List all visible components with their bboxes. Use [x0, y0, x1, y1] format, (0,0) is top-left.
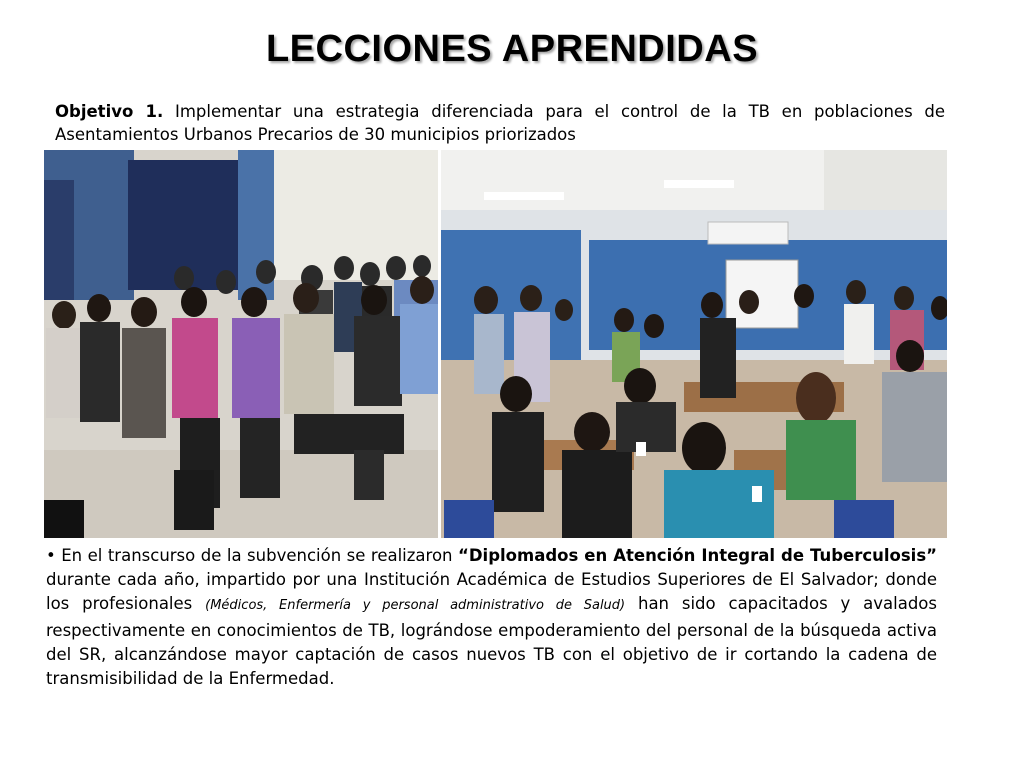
slide-title: LECCIONES APRENDIDAS: [265, 28, 759, 70]
photo-left-audience: [44, 150, 438, 538]
bullet-paragraph: [46, 544, 937, 691]
bullet-end: han sido capacitados y avalados respectivamente en conocimientos de TB, lográndose empoderamiento del personal de la búsqueda activa del SR, alcanzándose mayor captación de casos nuevos TB con el objetivo de ir cortando la cadena de transmisibilidad de la Enfermedad.: [46, 594, 938, 689]
bullet-marker: •: [46, 546, 56, 565]
objective-label: Objetivo 1.: [55, 102, 164, 121]
bullet-highlight: “Diplomados en Atención Integral de Tuberculosis”: [458, 546, 937, 565]
objective-paragraph: [55, 100, 945, 146]
bullet-parenthetical: (Médicos, Enfermería y personal administrativo de Salud): [205, 598, 626, 614]
photo-right-workshop: [441, 150, 947, 538]
objective-text: Implementar una estrategia diferenciada para el control de la TB en poblaciones de Asentamientos Urbanos Precarios de 30 municipios priorizados: [55, 102, 946, 144]
bullet-middle: durante cada año, impartido por una Institución Académica de Estudios Superiores de El Salvador; donde los profesionales: [46, 570, 937, 614]
bullet-intro: En el transcurso de la subvención se realizaron: [55, 546, 458, 565]
photo-collage: [44, 150, 947, 538]
